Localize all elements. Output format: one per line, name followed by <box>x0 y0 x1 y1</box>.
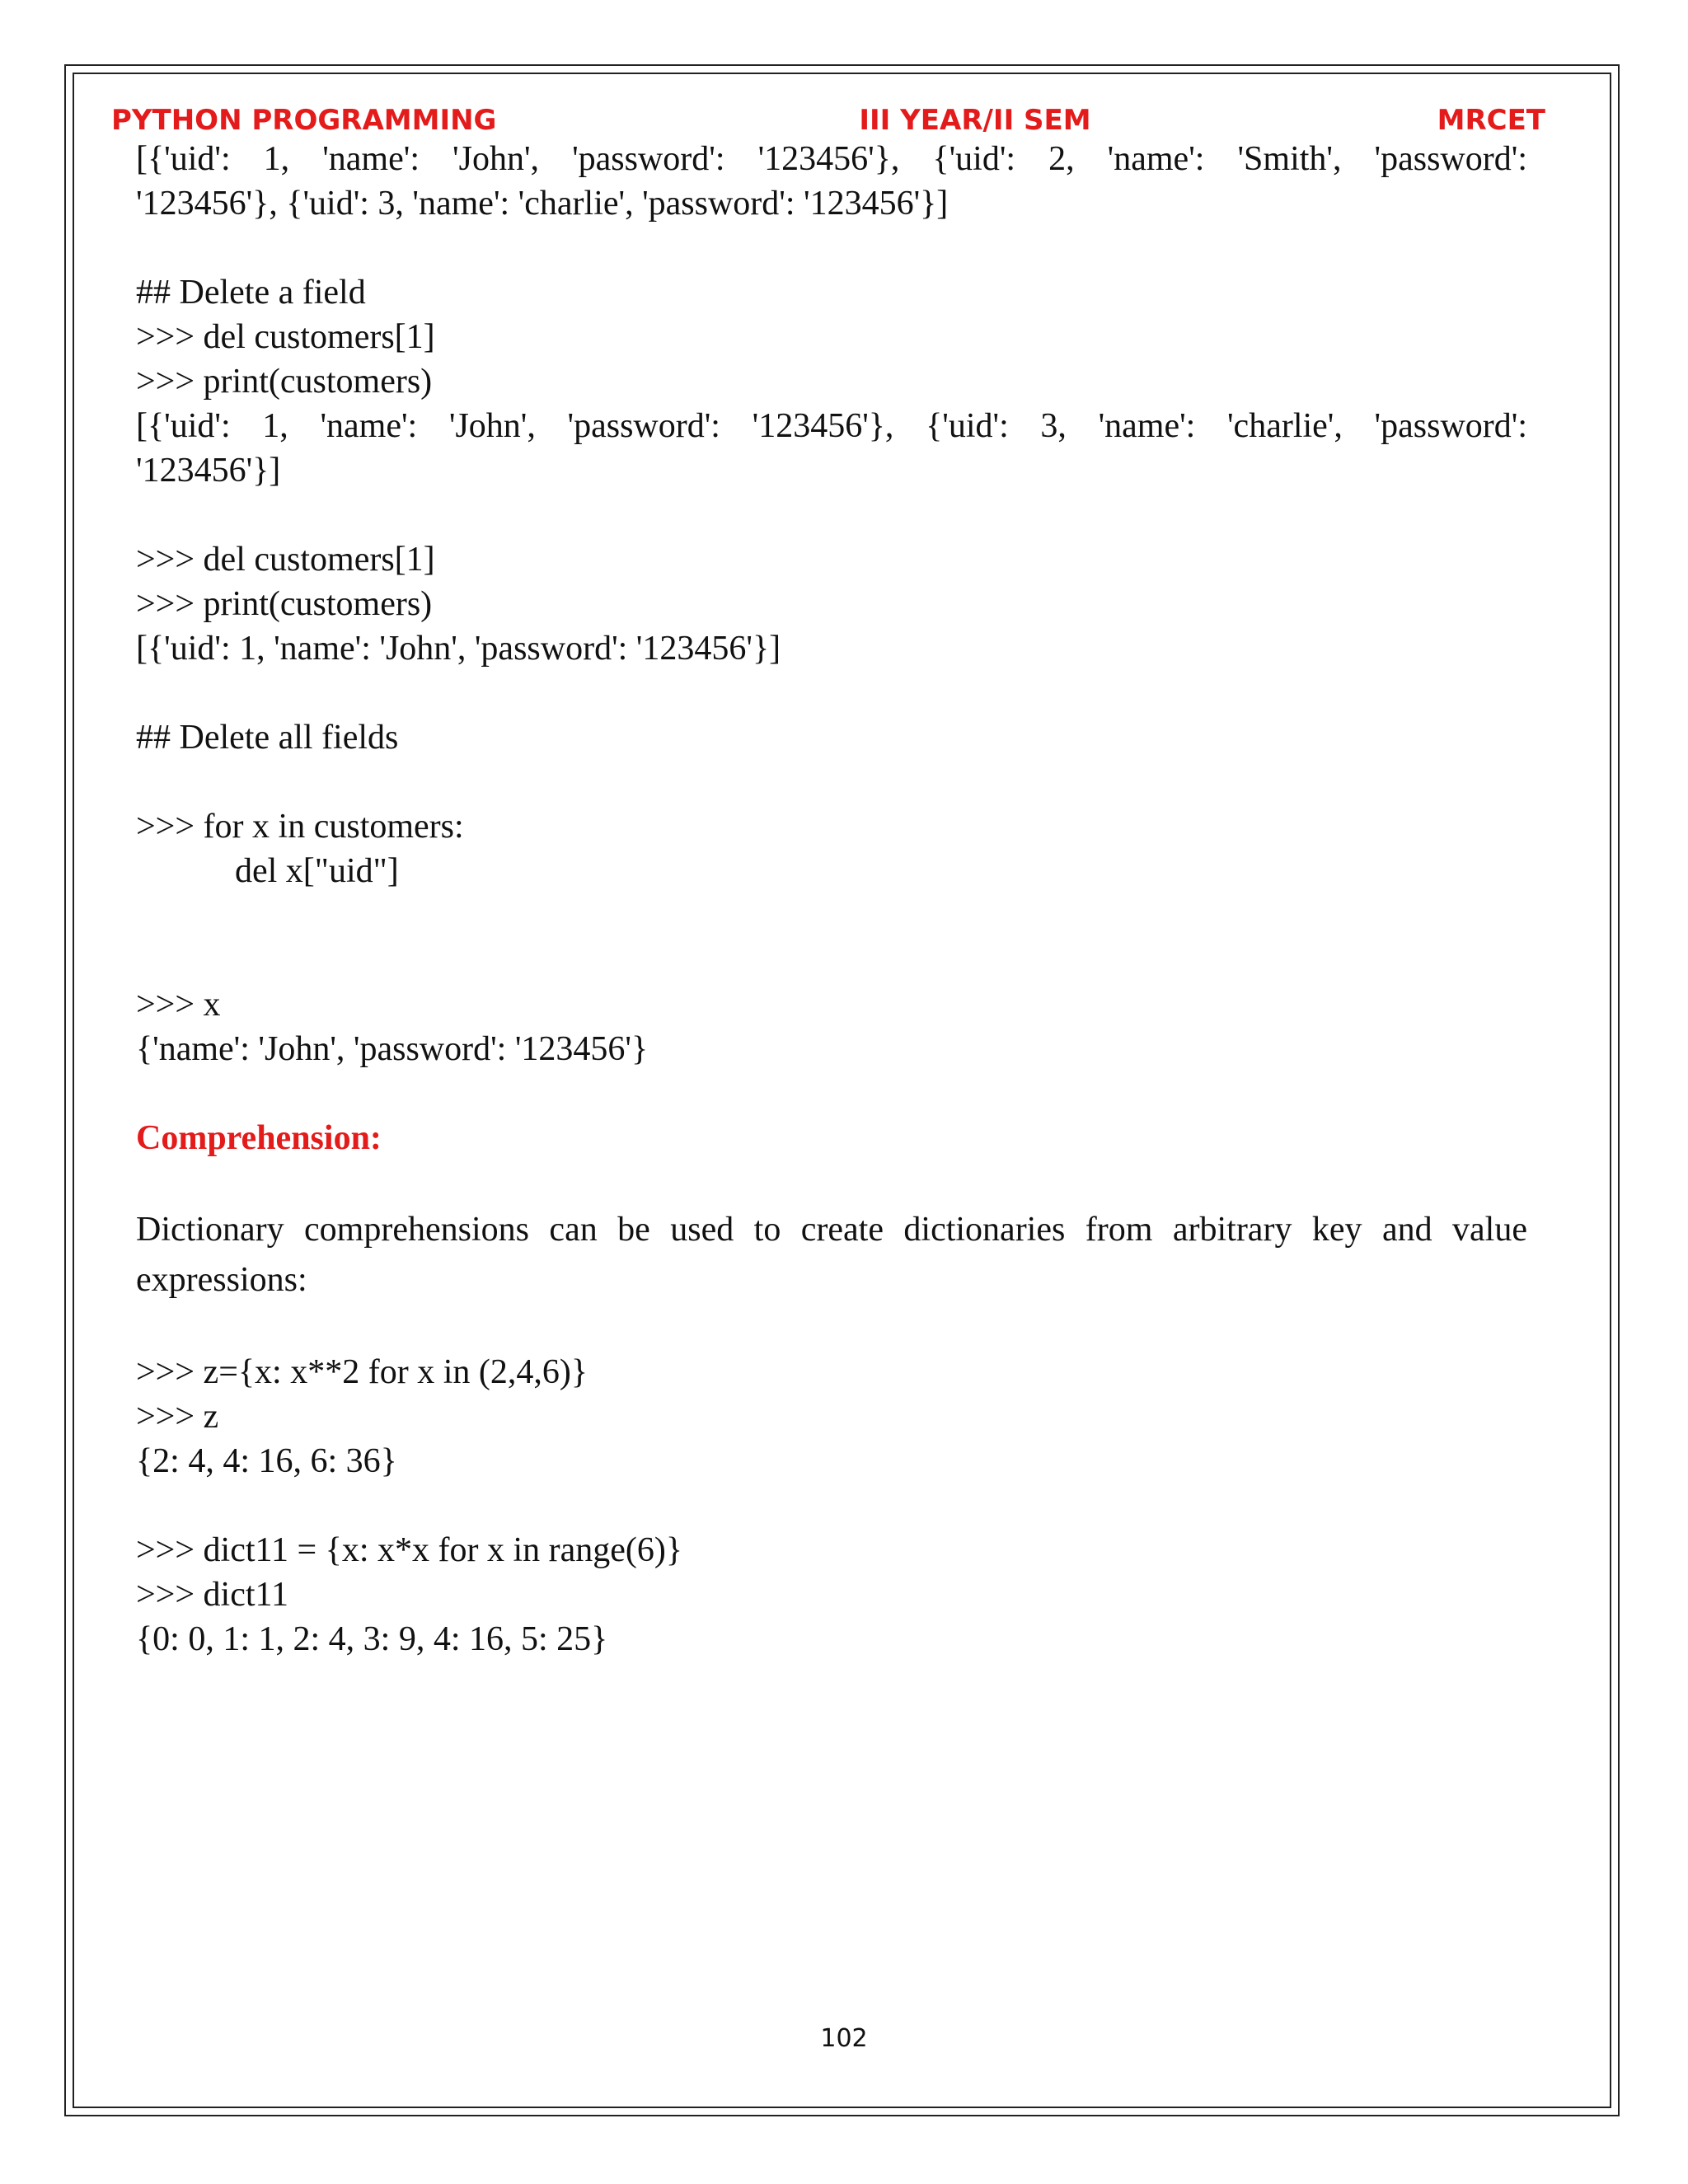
code-line: >>> del customers[1] <box>136 318 435 356</box>
code-line: >>> dict11 = {x: x*x for x in range(6)} <box>136 1531 683 1569</box>
body-paragraph: Dictionary comprehensions can be used to create dictionaries from arbitrary key and value expressions: <box>136 1211 1527 1299</box>
code-line: >>> print(customers) <box>136 585 433 623</box>
code-line: >>> print(customers) <box>136 363 433 401</box>
code-line-indented: del x["uid"] <box>235 852 399 890</box>
code-output-line: [{'uid': 1, 'name': 'John', 'password': '123456'}] <box>136 630 781 668</box>
blank-line <box>136 1305 1527 1350</box>
code-output-line: [{'uid': 1, 'name': 'John', 'password': '123456'}, {'uid': 3, 'name': 'charlie', 'password': <box>136 407 1527 445</box>
blank-line <box>136 760 1527 804</box>
code-line: >>> del customers[1] <box>136 541 435 579</box>
code-comment-line: ## Delete all fields <box>136 719 399 757</box>
code-output-line: {0: 0, 1: 1, 2: 4, 3: 9, 4: 16, 5: 25} <box>136 1620 608 1658</box>
code-line: >>> x <box>136 986 221 1024</box>
blank-line <box>136 1160 1527 1205</box>
code-output-line: '123456'}] <box>136 452 281 490</box>
blank-line <box>136 1071 1527 1116</box>
code-line: >>> dict11 <box>136 1576 288 1614</box>
code-output-line: [{'uid': 1, 'name': 'John', 'password': '123456'}, {'uid': 2, 'name': 'Smith', 'password': <box>136 140 1527 178</box>
page-content <box>136 137 1527 1661</box>
code-output-line: {2: 4, 4: 16, 6: 36} <box>136 1442 397 1480</box>
blank-line <box>136 493 1527 537</box>
code-line: >>> z={x: x**2 for x in (2,4,6)} <box>136 1353 588 1391</box>
section-heading: Comprehension: <box>136 1119 382 1157</box>
blank-line <box>136 226 1527 270</box>
header-year-semester: III YEAR/II SEM <box>859 104 1091 137</box>
blank-line <box>136 938 1527 982</box>
header-course-title: PYTHON PROGRAMMING <box>111 104 497 137</box>
code-line: >>> z <box>136 1398 219 1436</box>
blank-line <box>136 671 1527 715</box>
code-output-line: '123456'}, {'uid': 3, 'name': 'charlie', 'password': '123456'}] <box>136 185 949 223</box>
page-number: 102 <box>820 2024 868 2053</box>
code-line: >>> for x in customers: <box>136 808 464 846</box>
header-institution: MRCET <box>1437 104 1545 137</box>
blank-line <box>136 1483 1527 1528</box>
blank-line <box>136 893 1527 938</box>
code-comment-line: ## Delete a field <box>136 274 366 312</box>
page-header <box>111 102 1545 138</box>
code-output-line: {'name': 'John', 'password': '123456'} <box>136 1030 649 1068</box>
